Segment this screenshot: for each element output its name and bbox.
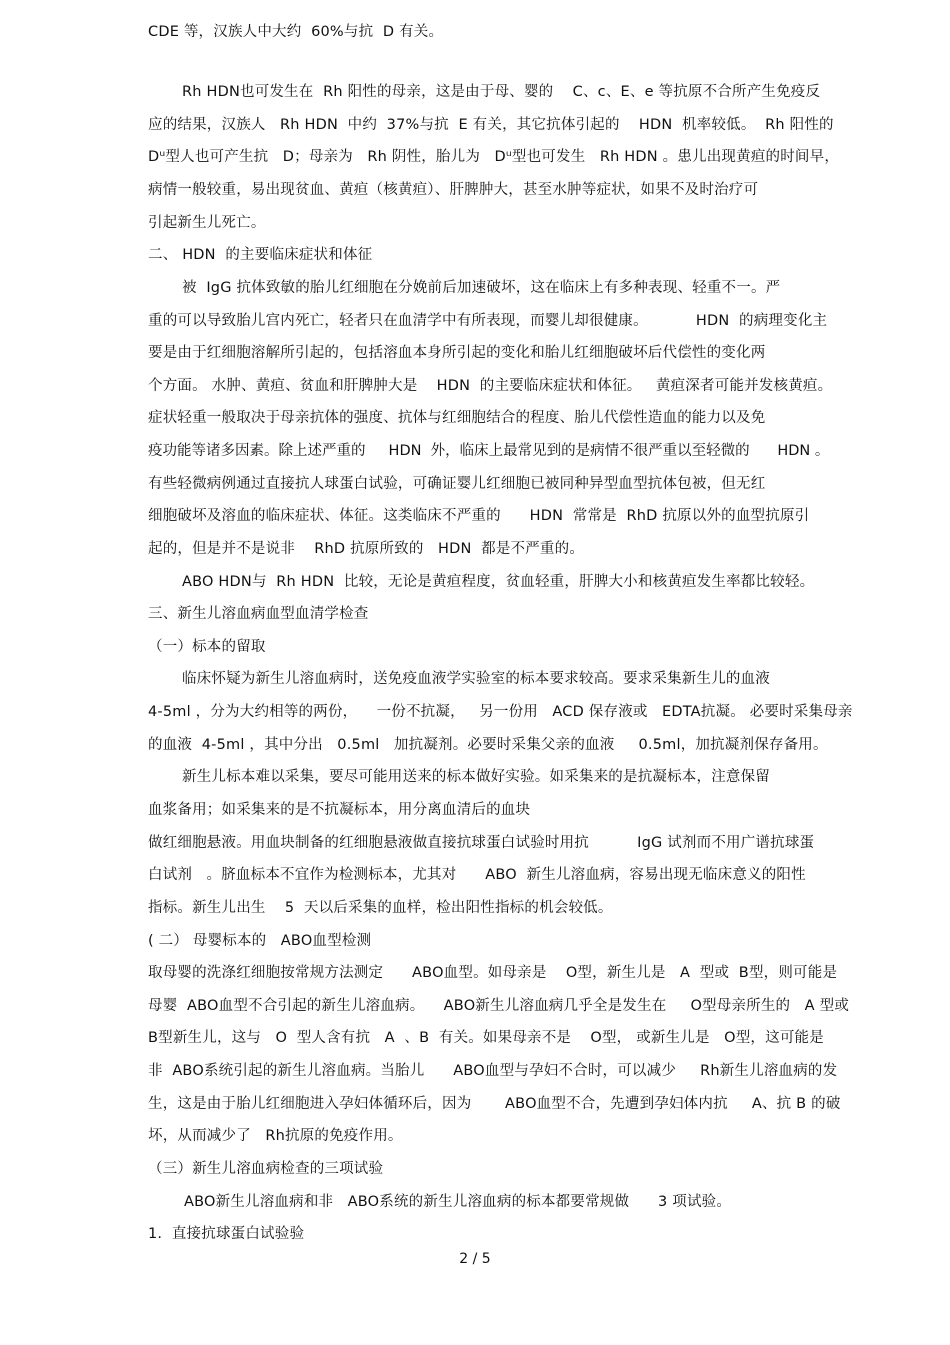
text-line: 起的，但是并不是说非 RhD 抗原所致的 HDN 都是不严重的。 [148, 541, 585, 557]
section-heading: 二、 HDN 的主要临床症状和体征 [148, 247, 373, 263]
text-line: ABO HDN与 Rh HDN 比较，无论是黄疸程度，贫血轻重，肝脾大小和核黄疸发生率都比较轻。 [182, 574, 815, 590]
text-line: ABO新生儿溶血病和非 ABO系统的新生儿溶血病的标本都要常规做 3 项试验。 [184, 1194, 732, 1210]
text-line: 要是由于红细胞溶解所引起的，包括溶血本身所引起的变化和胎儿红细胞破坏后代偿性的变化两 [148, 345, 766, 361]
text-line: 重的可以导致胎儿宫内死亡，轻者只在血清学中有所表现，而婴儿却很健康。 HDN 的病理变化主 [148, 313, 828, 329]
text-line: 应的结果，汉族人 Rh HDN 中约 37%与抗 E 有关，其它抗体引起的 HDN 机率较低。 Rh 阳性的 [148, 117, 834, 133]
text-line: 病情一般较重，易出现贫血、黄疸（核黄疸）、肝脾肿大，甚至水肿等症状，如果不及时治疗可 [148, 182, 759, 198]
text-line: 生，这是由于胎儿红细胞进入孕妇体循环后，因为 ABO血型不合，先遭到孕妇体内抗 A、抗 B 的破 [148, 1096, 841, 1112]
text-line: 的血液 4-5ml ，其中分出 0.5ml 加抗凝剂。必要时采集父亲的血液 0.5ml，加抗凝剂保存备用。 [148, 737, 828, 753]
text-line: CDE 等，汉族人中大约 60%与抗 D 有关。 [148, 24, 444, 40]
text-line: 细胞破坏及溶血的临床症状、体征。这类临床不严重的 HDN 常常是 RhD 抗原以外的血型抗原引 [148, 508, 810, 524]
text-line: 母婴 ABO血型不合引起的新生儿溶血病。 ABO新生儿溶血病几乎全是发生在 O型母亲所生的 A 型或 [148, 998, 850, 1014]
text-line: 坏，从而减少了 Rh抗原的免疫作用。 [148, 1128, 403, 1144]
subsection-heading: （三）新生儿溶血病检查的三项试验 [148, 1161, 384, 1177]
text-line: 白试剂 。脐血标本不宜作为检测标本，尤其对 ABO 新生儿溶血病，容易出现无临床意义的阳性 [148, 867, 806, 883]
text-line: 个方面。 水肿、黄疸、贫血和肝脾肿大是 HDN 的主要临床症状和体征。 黄疸深者可能并发核黄疸。 [148, 378, 833, 394]
text-line: 4-5ml ，分为大约相等的两份， 一份不抗凝， 另一份用 ACD 保存液或 EDTA抗凝。 必要时采集母亲 [148, 704, 853, 720]
text-line: 疫功能等诸多因素。除上述严重的 HDN 外，临床上最常见到的是病情不很严重以至轻微的 HDN 。 [148, 443, 830, 459]
text-line: B型新生儿，这与 O 型人含有抗 A 、B 有关。如果母亲不是 O型， 或新生儿是 O型，这可能是 [148, 1030, 824, 1046]
text-line: Rh HDN也可发生在 Rh 阳性的母亲，这是由于母、婴的 C、c、E、e 等抗原不合所产生免疫反 [182, 84, 821, 100]
text-line: 引起新生儿死亡。 [148, 215, 266, 231]
text-line: 血浆备用；如采集来的是不抗凝标本，用分离血清后的血块 [148, 802, 531, 818]
text-line: 非 ABO系统引起的新生儿溶血病。当胎儿 ABO血型与孕妇不合时，可以减少 Rh新生儿溶血病的发 [148, 1063, 838, 1079]
text-line: 取母婴的洗涤红细胞按常规方法测定 ABO血型。如母亲是 O型，新生儿是 A 型或 B型，则可能是 [148, 965, 838, 981]
text-line: 新生儿标本难以采集，要尽可能用送来的标本做好实验。如采集来的是抗凝标本，注意保留 [182, 769, 770, 785]
page-number: 2 / 5 [459, 1251, 491, 1267]
text-line: 做红细胞悬液。用血块制备的红细胞悬液做直接抗球蛋白试验时用抗 IgG 试剂而不用广谱抗球蛋 [148, 835, 815, 851]
subsection-heading: （一）标本的留取 [148, 639, 266, 655]
text-line: 指标。新生儿出生 5 天以后采集的血样，检出阳性指标的机会较低。 [148, 900, 613, 916]
section-heading: 三、新生儿溶血病血型血清学检查 [148, 606, 369, 622]
text-line: 症状轻重一般取决于母亲抗体的强度、抗体与红细胞结合的程度、胎儿代偿性造血的能力以及免 [148, 410, 766, 426]
text-line: 被 IgG 抗体致敏的胎儿红细胞在分娩前后加速破坏，这在临床上有多种表现、轻重不一。严 [182, 280, 781, 296]
text-line: 有些轻微病例通过直接抗人球蛋白试验，可确证婴儿红细胞已被同种异型血型抗体包被，但无红 [148, 476, 766, 492]
text-line: 临床怀疑为新生儿溶血病时，送免疫血液学实验室的标本要求较高。要求采集新生儿的血液 [182, 671, 770, 687]
text-line: Dᵘ型人也可产生抗 D；母亲为 Rh 阴性，胎儿为 Dᵘ型也可发生 Rh HDN 。患儿出现黄疸的时间早， [148, 149, 840, 165]
numbered-heading: 1. 直接抗球蛋白试验验 [148, 1226, 305, 1242]
subsection-heading: ( 二） 母婴标本的 ABO血型检测 [148, 933, 372, 949]
